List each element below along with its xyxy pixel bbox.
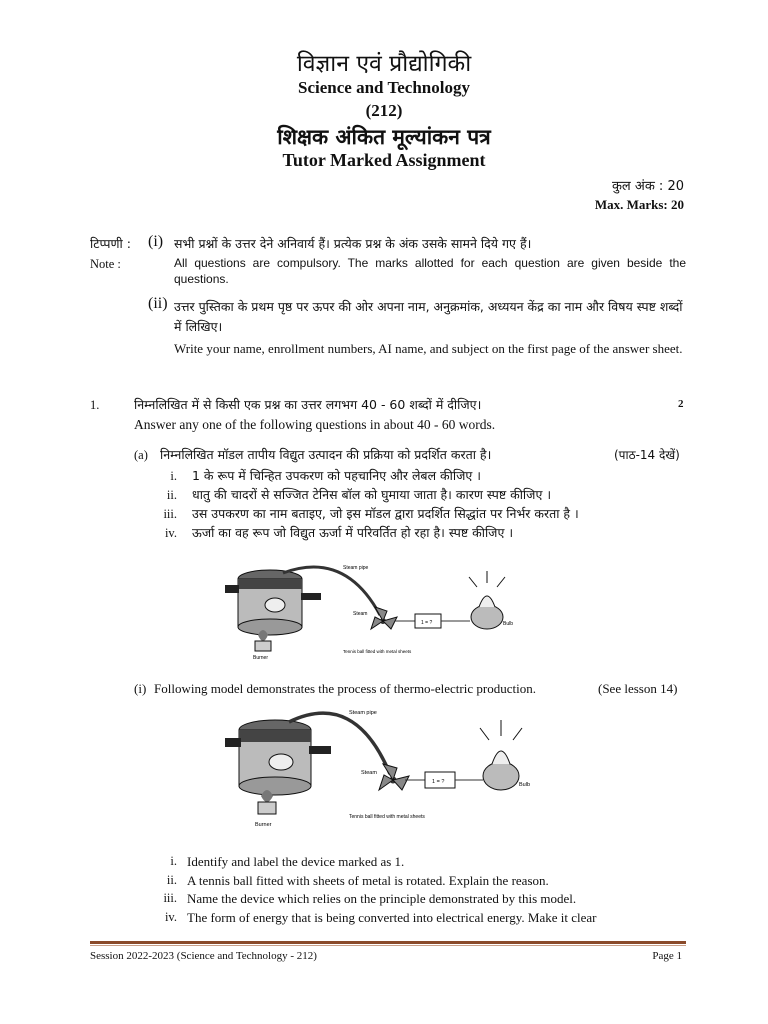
note-label-hindi: टिप्पणी : <box>90 236 131 251</box>
sub-question-number: iv. <box>164 526 177 540</box>
sub-question-number: ii. <box>166 488 177 502</box>
label-bulb-1: Bulb <box>503 621 514 627</box>
total-marks-hindi: कुल अंक : 20 <box>611 179 684 194</box>
question-instruction-hindi: निम्नलिखित में से किसी एक प्रश्न का उत्तर लगभग 40 - 60 शब्दों में दीजिए। <box>134 397 482 412</box>
sub-question-number: ii. <box>166 872 177 887</box>
thermo-electric-diagram-1 <box>225 555 535 665</box>
note-ii-number: (ii) <box>148 295 168 312</box>
subject-code: (212) <box>365 101 403 120</box>
part-i-label: (i) <box>134 681 147 696</box>
part-i-english: Following model demonstrates the process of thermo-electric production. <box>154 681 536 696</box>
turbine-fan-1 <box>371 607 397 629</box>
footer-page-number: Page 1 <box>652 950 682 962</box>
part-a-lesson-ref: (पाठ-14 देखें) <box>614 448 680 462</box>
part-a-label: (a) <box>134 448 148 462</box>
label-ball-1: Tennis ball fitted with metal sheets <box>343 649 412 654</box>
bulb-2 <box>480 720 522 790</box>
question-instruction-english: Answer any one of the following questions in about 40 - 60 words. <box>134 417 496 432</box>
sub-question-text: The form of energy that is being converted into electrical energy. Make it clear <box>187 909 597 925</box>
sub-question-number: i. <box>170 469 177 483</box>
note-label-english: Note : <box>90 257 121 271</box>
footer-divider-shadow <box>90 945 686 946</box>
sub-question-text: A tennis ball fitted with sheets of metal is rotated. Explain the reason. <box>187 872 549 888</box>
sub-question-number: i. <box>170 854 177 868</box>
bulb-1 <box>469 571 505 629</box>
sub-question-number: iv. <box>164 909 177 924</box>
sub-question-number: iii. <box>163 891 177 905</box>
question-number: 1. <box>90 398 100 412</box>
label-steam-2: Steam <box>361 770 377 776</box>
label-steam-pipe-1: Steam pipe <box>343 565 369 571</box>
footer-session: Session 2022-2023 (Science and Technology - 212) <box>90 950 317 962</box>
sub-question-text: ऊर्जा का वह रूप जो विद्युत ऊर्जा में परिवर्तित हो रहा है। स्पष्ट कीजिए । <box>192 525 514 540</box>
footer-divider <box>90 941 686 944</box>
title-english: Science and Technology <box>298 78 470 97</box>
subtitle-hindi: शिक्षक अंकित मूल्यांकन पत्र <box>277 125 491 149</box>
label-steam-1: Steam <box>353 611 368 617</box>
note-ii-english: Write your name, enrollment numbers, AI name, and subject on the first page of the answer sheet. <box>174 341 683 356</box>
note-i-hindi: सभी प्रश्नों के उत्तर देने अनिवार्य हैं। प्रत्येक प्रश्न के अंक उसके सामने दिये गए हैं। <box>174 236 532 251</box>
note-i-english: All questions are compulsory. The marks allotted for each question are given beside the questions. <box>174 256 686 286</box>
title-hindi: विज्ञान एवं प्रौद्योगिकी <box>296 51 472 77</box>
sub-question-text: धातु की चादरों से सज्जित टेनिस बॉल को घुमाया जाता है। कारण स्पष्ट कीजिए । <box>192 487 552 502</box>
sub-question-text: Name the device which relies on the principle demonstrated by this model. <box>187 891 577 906</box>
sub-question-number: iii. <box>163 507 177 521</box>
subtitle-english: Tutor Marked Assignment <box>282 150 486 170</box>
part-i-lesson-ref: (See lesson 14) <box>598 681 678 696</box>
pressure-cooker-2 <box>225 720 331 795</box>
question-marks: 2 <box>678 398 684 410</box>
label-burner-1: Burner <box>253 655 269 661</box>
turbine-fan-2 <box>379 764 409 790</box>
label-box-2: 1 = ? <box>432 779 445 785</box>
label-burner-2: Burner <box>255 822 272 828</box>
label-ball-2: Tennis ball fitted with metal sheets <box>349 814 425 820</box>
label-box-1: 1 = ? <box>421 620 433 626</box>
sub-question-text: Identify and label the device marked as 1. <box>187 854 405 869</box>
label-bulb-2: Bulb <box>519 782 531 788</box>
max-marks: Max. Marks: 20 <box>594 197 684 212</box>
note-i-number: (i) <box>148 233 164 250</box>
sub-question-text: 1 के रूप में चिन्हित उपकरण को पहचानिए और लेबल कीजिए । <box>192 468 481 483</box>
part-a-hindi: निम्नलिखित मॉडल तापीय विद्युत उत्पादन की प्रक्रिया को प्रदर्शित करता है। <box>160 447 492 462</box>
pressure-cooker-1 <box>225 570 321 635</box>
label-steam-pipe-2: Steam pipe <box>349 710 377 716</box>
note-ii-hindi: उत्तर पुस्तिका के प्रथम पृष्ठ पर ऊपर की ओर अपना नाम, अनुक्रमांक, अध्ययन केंद्र का नाम और विषय स्पष्ट शब्दों में लिखिए। <box>174 299 683 334</box>
thermo-electric-diagram-2 <box>225 700 545 835</box>
sub-question-text: उस उपकरण का नाम बताइए, जो इस मॉडल द्वारा प्रदर्शित सिद्धांत पर निर्भर करता है । <box>192 506 579 521</box>
